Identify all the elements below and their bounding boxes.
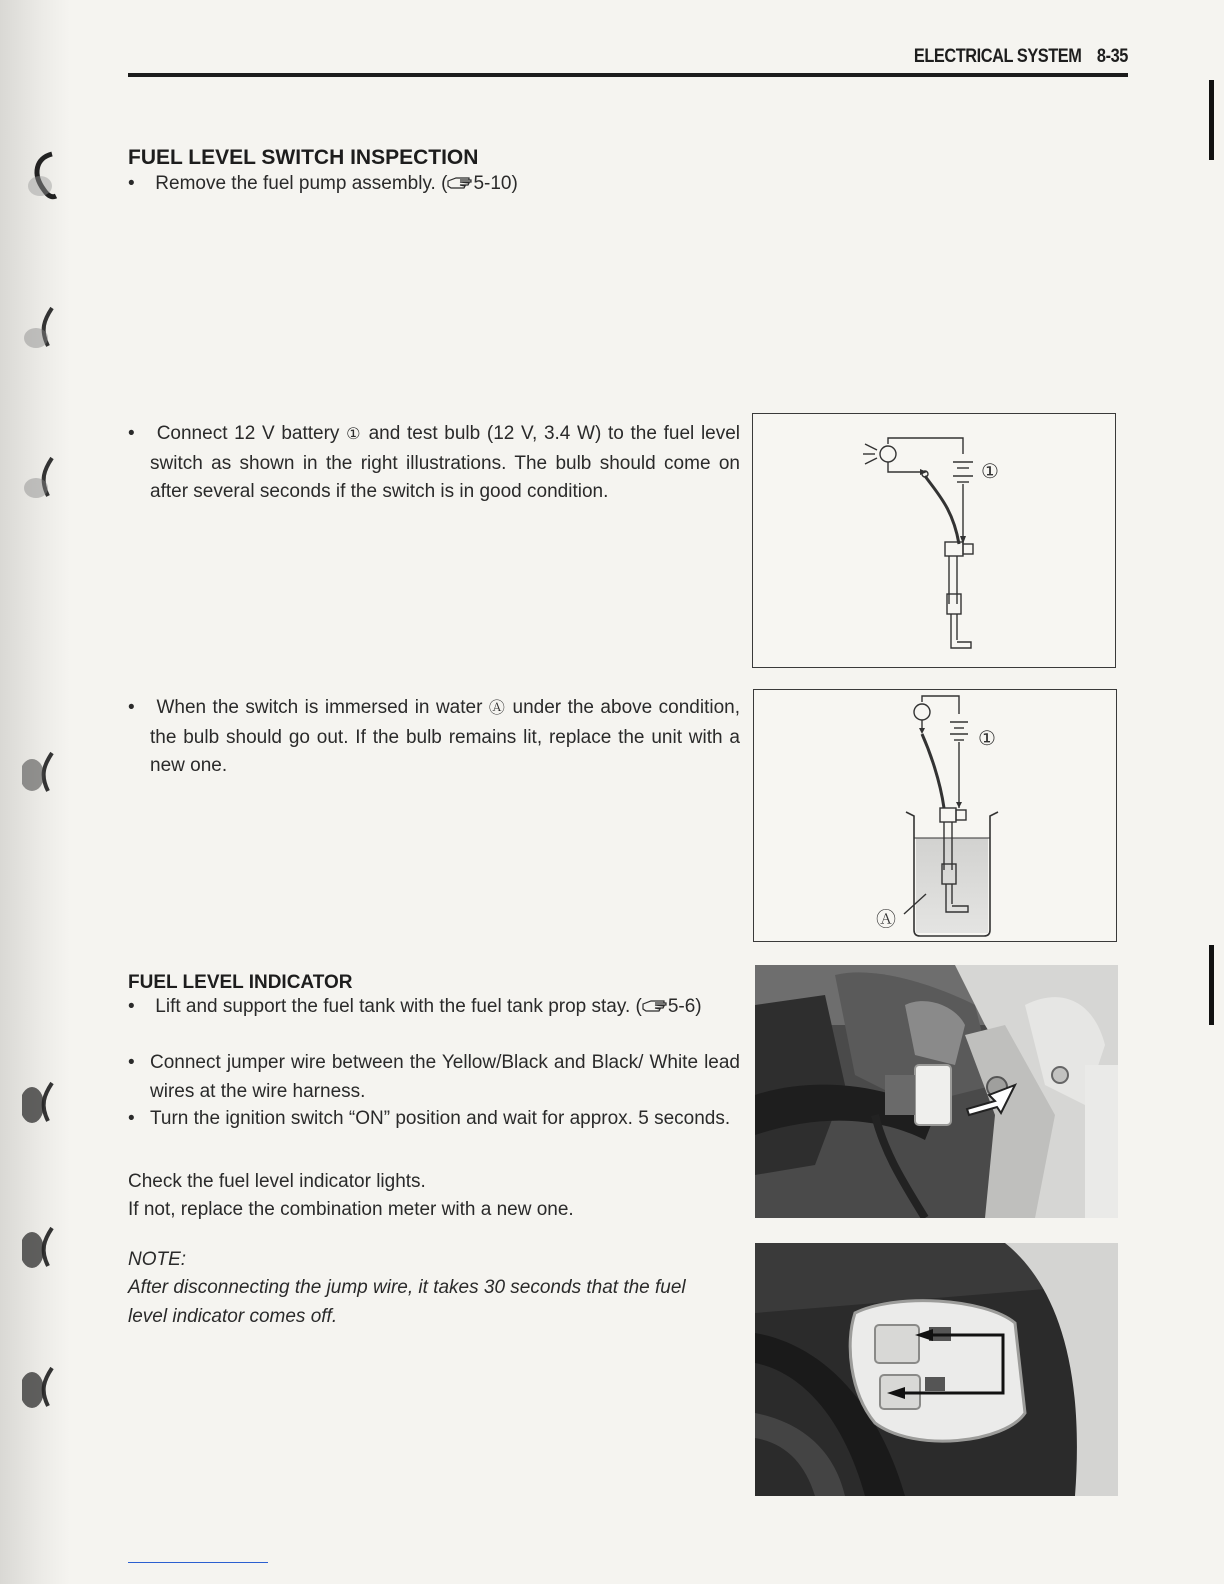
step-connect-battery (128, 420, 740, 507)
step-lift-tank (128, 993, 740, 1022)
step-text: When the switch is immersed in water (156, 697, 489, 718)
step-text: Connect 12 V battery (156, 423, 347, 444)
binder-ring-icon (22, 150, 64, 210)
figure1-battery-label: ① (981, 459, 999, 483)
step-ref: 5-10) (473, 173, 518, 194)
step-ignition-on: • Turn the ignition switch “ON” position and wait for approx. 5 seconds. (128, 1105, 740, 1134)
section-name: ELECTRICAL SYSTEM (913, 46, 1082, 67)
photo-connector (755, 1243, 1118, 1496)
right-margin-bar (1209, 945, 1214, 1025)
binder-ring-icon (22, 1075, 64, 1135)
section-title-switch: FUEL LEVEL SWITCH INSPECTION (128, 146, 479, 169)
figure-switch-circuit (752, 413, 1116, 668)
section-title-indicator: FUEL LEVEL INDICATOR (128, 972, 353, 993)
step-text: under the above condition, the bulb should go out. If the bulb remains lit, replace the unit with a new one. (150, 697, 740, 776)
footer-line (128, 1562, 268, 1563)
replace-meter-text: If not, replace the combination meter with a new one. (128, 1199, 574, 1220)
step-text: Lift and support the fuel tank with the fuel tank prop stay. ( (155, 996, 642, 1017)
figure2-battery-label: ① (978, 726, 996, 750)
step-ref: 5-6) (667, 996, 702, 1017)
step-immerse-water (128, 694, 740, 781)
switch-water-diagram (754, 690, 1116, 941)
note-text: After disconnecting the jump wire, it takes 30 seconds that the fuel level indicator comes off. (128, 1277, 686, 1327)
step-text: and test bulb (12 V, 3.4 W) to the fuel level switch as shown in the right illustrations. The bulb should come on after several seconds if the switch is in good condition. (150, 423, 741, 502)
header-title (914, 46, 1128, 68)
page-header (128, 40, 1128, 80)
binder-ring-icon (22, 300, 64, 360)
right-margin-bar (1209, 80, 1214, 160)
manual-reference-hand-icon (447, 173, 473, 194)
figure2-water-label: Ⓐ (876, 907, 896, 931)
step-remove-pump (128, 170, 750, 199)
page-number: 8-35 (1097, 46, 1128, 67)
binder-ring-icon (22, 1220, 64, 1280)
binder-ring-icon (22, 1360, 64, 1420)
photo-wire-harness (755, 965, 1118, 1218)
step-jumper-wire: • Connect jumper wire between the Yellow/Black and Black/ White lead wires at the wire harness. (128, 1049, 740, 1106)
battery-marker: ① (346, 426, 362, 443)
header-rule (128, 73, 1128, 77)
step-text: Remove the fuel pump assembly. ( (155, 173, 448, 194)
binder-ring-icon (22, 450, 64, 510)
switch-circuit-diagram (753, 414, 1115, 667)
figure-switch-in-water (753, 689, 1117, 942)
water-marker: Ⓐ (488, 700, 507, 717)
note-label: NOTE: (128, 1249, 187, 1270)
binder-ring-icon (22, 745, 64, 805)
manual-reference-hand-icon (642, 996, 668, 1017)
check-indicator-text: Check the fuel level indicator lights. (128, 1171, 426, 1192)
